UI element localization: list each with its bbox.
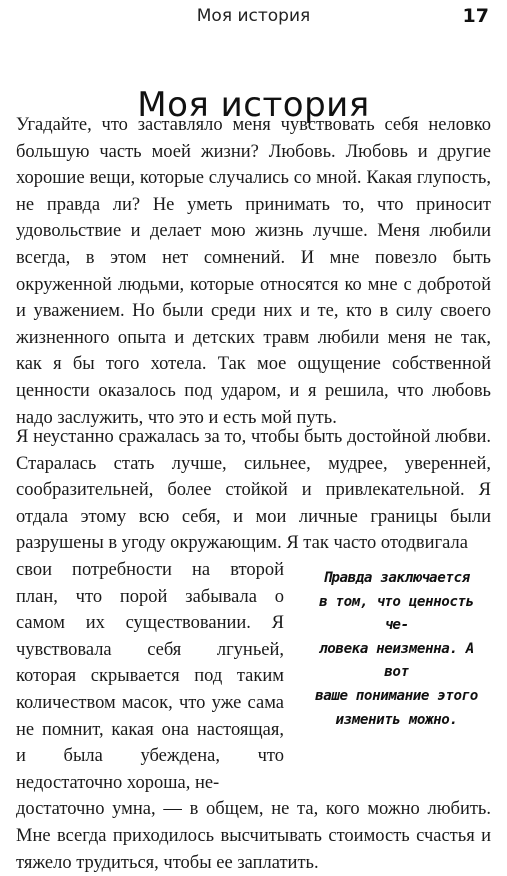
paragraph-2-wrapped: свои потребности на второй план, что порой забывала о самом их существовании. Я чувствовала себя лгуньей, которая скрывается под таким количеством масок, что уже сама не помнит, какая она настоящая, и была убеждена, что недостаточно хороша, не- [16, 559, 284, 793]
page-number: 17 [462, 5, 489, 27]
paragraph-2-full-width: Я неустанно сражалась за то, чтобы быть достойной любви. Старалась стать лучше, сильнее, мудрее, уверенней, сообразительней, более стойкой и привлекательной. Я отдала этому всю себя, и мои личные границы были разрушены в угоду окружающим. Я так часто отодвигала [16, 427, 491, 554]
running-title: Моя история [196, 6, 311, 26]
running-header [0, 0, 507, 38]
pull-quote: Правда заключается в том, что ценность че- ловека неизменна. А вот ваше понимание этого изменить можно. [315, 570, 478, 728]
page-title: Моя история [137, 84, 370, 125]
paragraph-1: Угадайте, что заставляло меня чувствовать себя неловко большую часть моей жизни? Любовь. Любовь и другие хорошие вещи, которые случались со мной. Какая глупость, не правда ли? Не уметь принимать то, что приносит удовольствие и делает мою жизнь лучше. Меня любили всегда, в этом нет сомнений. И мне повезло быть окруженной людьми, которые относятся ко мне с добротой и уважением. Но были среди них и те, кто в силу своего жизненного опыта и детских травм любили меня не так, как я бы того хотела. Так мое ощущение собственной ценности оказалось под ударом, и я решила, что любовь надо заслужить, что это и есть мой путь. [16, 115, 491, 428]
paragraph-2-tail: достаточно умна, — в общем, не та, кого можно любить. Мне всегда приходилось высчитывать стоимость счастья и тяжело трудиться, чтобы ее заплатить. [16, 799, 491, 873]
